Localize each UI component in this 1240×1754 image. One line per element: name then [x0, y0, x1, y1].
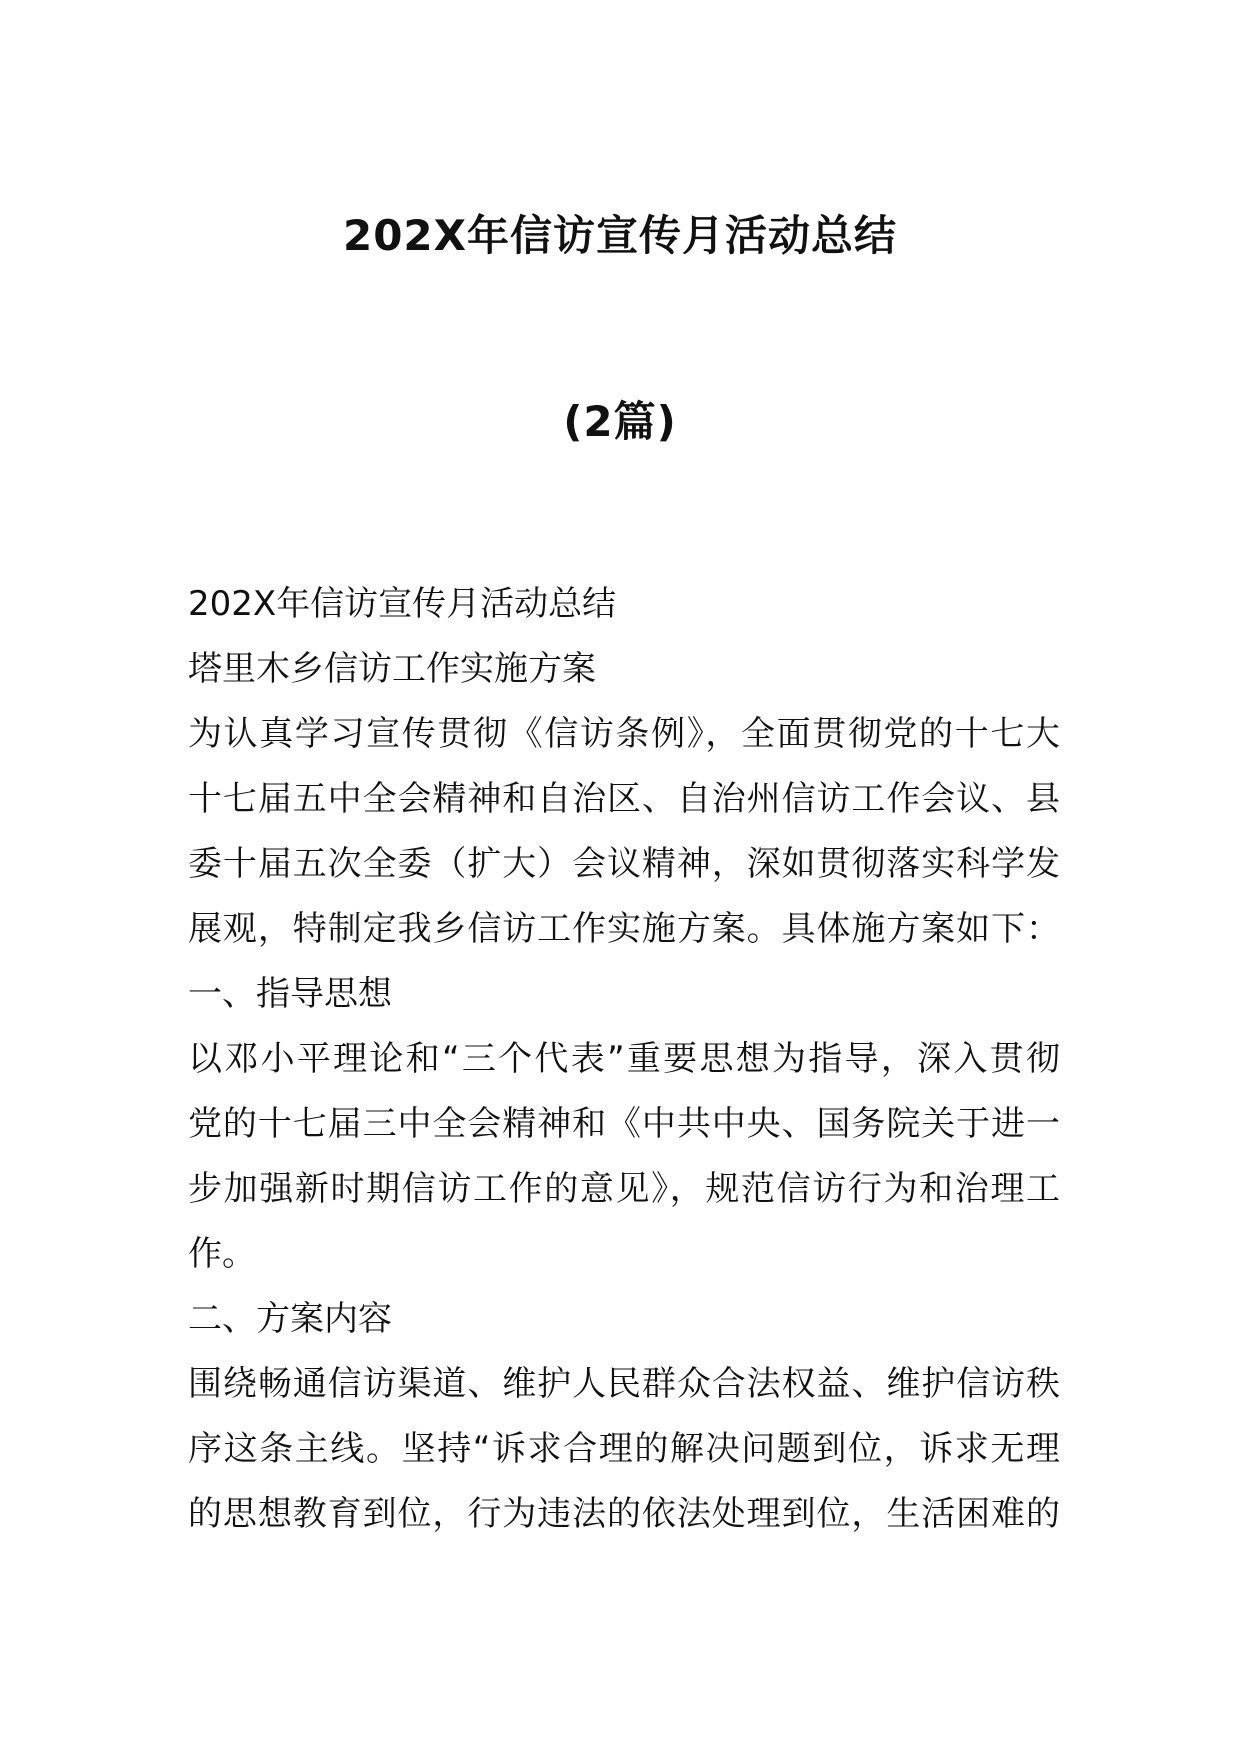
section-heading-plan-content: 二、方案内容 [188, 1299, 392, 1339]
body-line: 围绕畅通信访渠道、维护人民群众合法权益、维护信访秩 [188, 1364, 1060, 1404]
body-line-plan-title: 塔里木乡信访工作实施方案 [188, 649, 596, 689]
body-line: 委十届五次全委（扩大）会议精神，深如贯彻落实科学发 [188, 844, 1060, 884]
document-subtitle: (2篇) [563, 397, 677, 446]
body-line: 党的十七届三中全会精神和《中共中央、国务院关于进一 [188, 1104, 1060, 1144]
body-line: 作。 [188, 1234, 256, 1274]
body-line: 展观，特制定我乡信访工作实施方案。具体施方案如下： [188, 909, 1060, 949]
body-line: 为认真学习宣传贯彻《信访条例》，全面贯彻党的十七大 [188, 714, 1060, 754]
document-body [188, 572, 1060, 1547]
body-line-heading: 202X年信访宣传月活动总结 [188, 584, 617, 624]
body-line: 步加强新时期信访工作的意见》，规范信访行为和治理工 [188, 1169, 1060, 1209]
body-line: 以邓小平理论和“三个代表”重要思想为指导，深入贯彻 [188, 1039, 1060, 1079]
body-line: 序这条主线。坚持“诉求合理的解决问题到位，诉求无理 [188, 1429, 1060, 1469]
section-heading-guiding-ideology: 一、指导思想 [188, 974, 392, 1014]
body-line: 的思想教育到位，行为违法的依法处理到位，生活困难的 [188, 1494, 1060, 1534]
document-title: 202X年信访宣传月活动总结 [342, 211, 898, 260]
body-line: 十七届五中全会精神和自治区、自治州信访工作会议、县 [188, 779, 1060, 819]
